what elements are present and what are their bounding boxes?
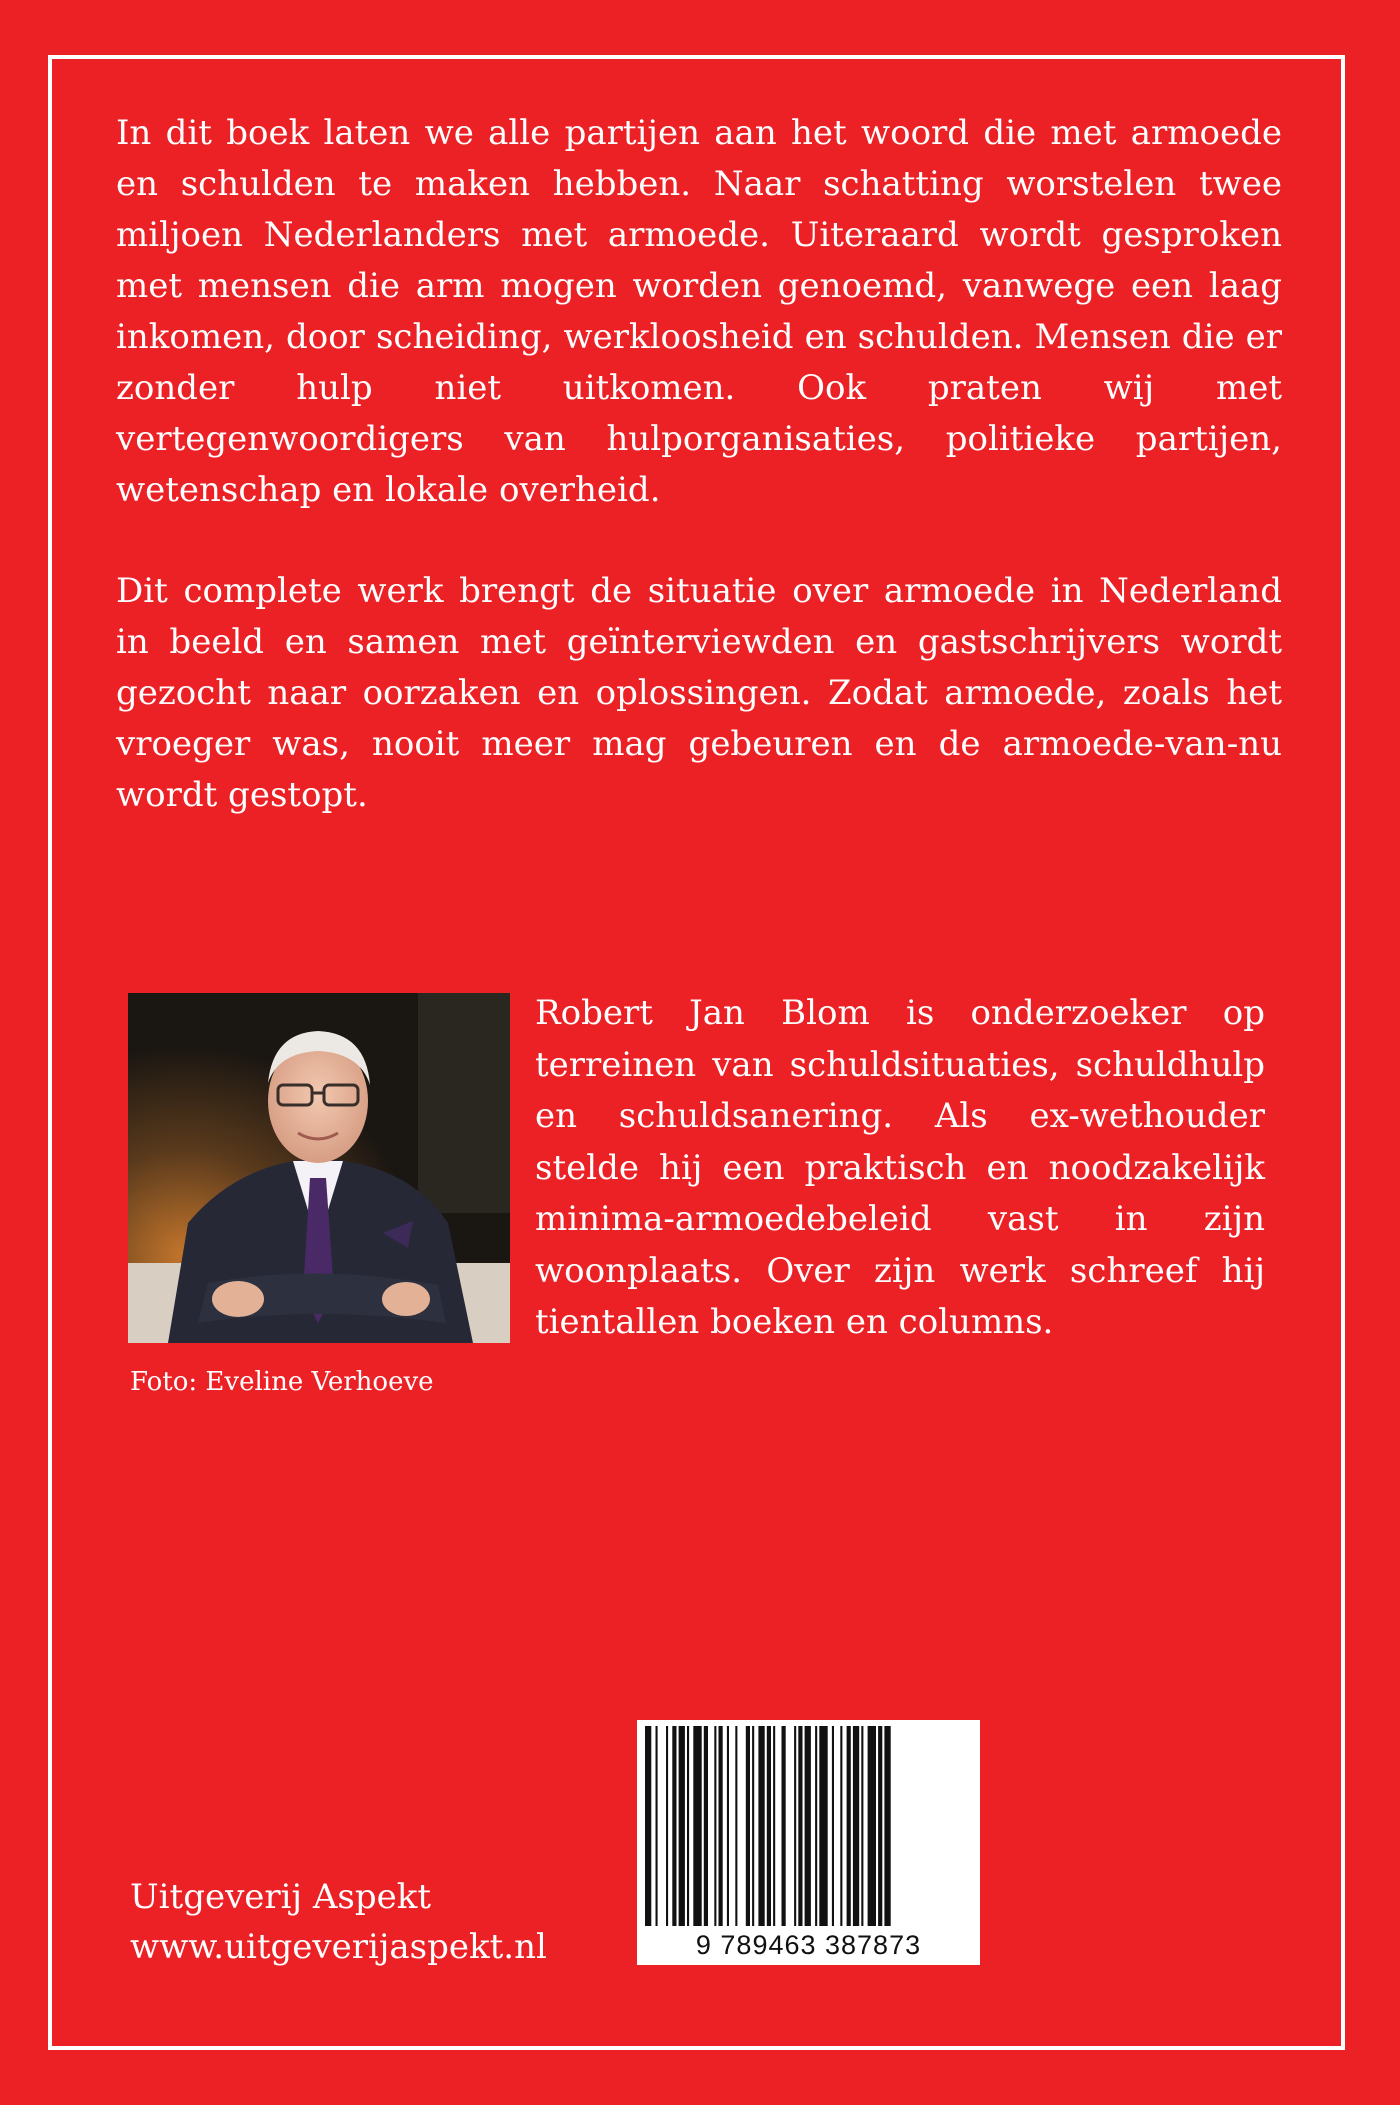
barcode-bar [719, 1726, 723, 1926]
author-photo [128, 993, 510, 1343]
barcode-bar [666, 1726, 668, 1926]
barcode-bar [735, 1726, 737, 1926]
barcode-bar [704, 1726, 708, 1926]
isbn-barcode [637, 1720, 980, 1965]
barcode-bar [773, 1726, 775, 1926]
barcode-bar [868, 1726, 876, 1926]
barcode-bar [794, 1726, 796, 1926]
barcode-bar [853, 1726, 859, 1926]
barcode-bar [672, 1726, 676, 1926]
barcode-bar [714, 1726, 716, 1926]
barcode-bar [832, 1726, 834, 1926]
barcode-bar [815, 1726, 817, 1926]
isbn-digits: 9 789463 387873 [695, 1930, 922, 1960]
barcode-bar [746, 1726, 750, 1926]
barcode-bar [767, 1726, 771, 1926]
barcode-bar [727, 1726, 729, 1926]
barcode-bar [819, 1726, 827, 1926]
barcode-bar [840, 1726, 842, 1926]
blurb-paragraph-1: In dit boek laten we alle partijen aan het woord die met armoede en schulden te maken hebben. Naar schatting worstelen twee miljoen Nederlanders met armoede. Uiteraard wordt gesproken met mensen die arm mogen worden genoemd, vanwege een laag inkomen, door scheiding, werkloosheid en schulden. Mensen die er zonder hulp niet uitkomen. Ook praten wij met vertegenwoordigers van hulporganisaties, politieke partijen, wetenschap en lokale overheid. [116, 113, 1282, 510]
barcode-bar [656, 1726, 658, 1926]
barcode-bar [679, 1726, 685, 1926]
author-bio: Robert Jan Blom is onderzoeker op terreinen van schuldsituaties, schuldhulp en schuldsanering. Als ex-wethouder stelde hij een praktisch en noodzakelijk minima-armoedebeleid vast in zijn woonplaats. Over zijn werk schreef hij tientallen boeken en columns. [535, 993, 1265, 1342]
barcode-bar [798, 1726, 802, 1926]
back-cover-blurb [116, 108, 1282, 871]
barcode-bar [878, 1726, 882, 1926]
barcode-bar [687, 1726, 689, 1926]
publisher-name: Uitgeverij Aspekt [130, 1877, 432, 1917]
barcode-bar [645, 1726, 651, 1926]
barcode-bar [861, 1726, 863, 1926]
blurb-paragraph-2: Dit complete werk brengt de situatie over armoede in Nederland in beeld en samen met geïnterviewden en gastschrijvers wordt gezocht naar oorzaken en oplossingen. Zodat armoede, zoals het vroeger was, nooit meer mag gebeuren en de armoede-van-nu wordt gestopt. [116, 571, 1282, 815]
barcode-bar [884, 1726, 890, 1926]
barcode-bar [847, 1726, 851, 1926]
publisher-info [130, 1872, 547, 1972]
barcode-bar [758, 1726, 764, 1926]
photo-caption: Foto: Eveline Verhoeve [130, 1367, 434, 1397]
publisher-website: www.uitgeverijaspekt.nl [130, 1927, 547, 1967]
barcode-bar [782, 1726, 786, 1926]
barcode-bar [752, 1726, 754, 1926]
barcode-bar [693, 1726, 701, 1926]
barcode-bar [805, 1726, 811, 1926]
